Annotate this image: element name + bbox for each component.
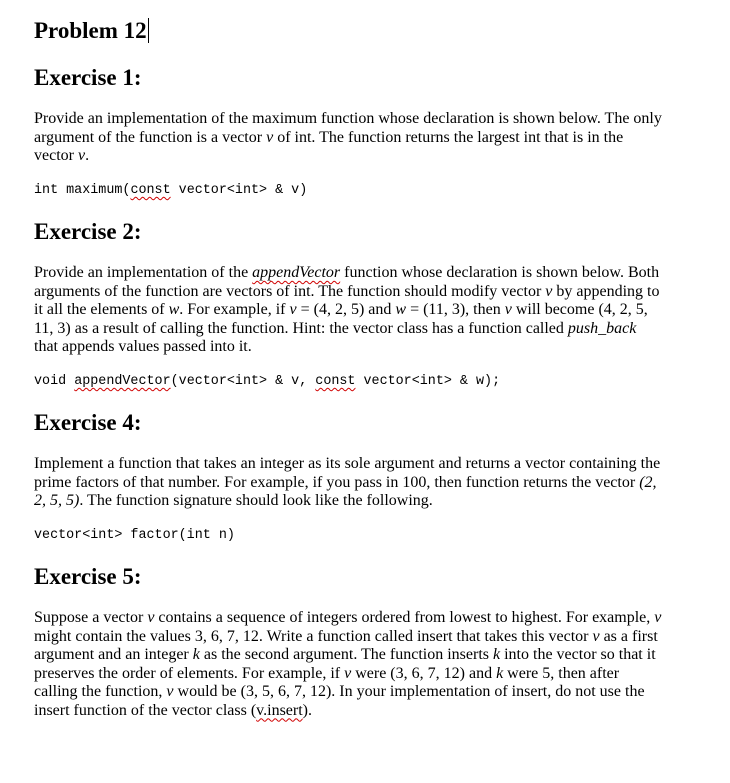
exercise-2-text: Provide an implementation of the appendVector function whose declaration is shown below. Both arguments of the function are vectors of int. The function should modify vector v by appending to it all the elements of w. For example, if v = (4, 2, 5) and w = (11, 3), then v will become (4, 2, 5, 11, 3) as a result of calling the function. Hint: the vector class has a function called push_back that appends values passed into it. [34, 264, 660, 355]
spellcheck-word[interactable]: const [130, 183, 171, 198]
exercise-1-heading: Exercise 1: [34, 65, 142, 90]
spellcheck-word[interactable]: const [315, 374, 356, 389]
exercise-2-code: void appendVector(vector<int> & v, const vector<int> & w); [34, 374, 501, 389]
page-title-text: Problem 12 [34, 18, 147, 43]
exercise-4-heading: Exercise 4: [34, 410, 142, 435]
spellcheck-word[interactable]: appendVector [252, 264, 341, 281]
exercise-4-text: Implement a function that takes an integer as its sole argument and returns a vector containing the prime factors of that number. For example, if you pass in 100, then function returns the vector (2, 2, 5, 5). The function signature should look like the following. [34, 455, 661, 509]
exercise-1-code: int maximum(const vector<int> & v) [34, 183, 308, 198]
exercise-5-text: Suppose a vector v contains a sequence of integers ordered from lowest to highest. For example, v might contain the values 3, 6, 7, 12. Write a function called insert that takes this vector v as a first argument and an integer k as the second argument. The function inserts k into the vector so that it preserves the order of elements. For example, if v were (3, 6, 7, 12) and k were 5, then after calling the function, v would be (3, 5, 6, 7, 12). In your implementation of insert, do not use the insert function of the vector class (v.insert). [34, 609, 662, 719]
spellcheck-word[interactable]: v.insert [256, 701, 303, 719]
exercise-5-heading: Exercise 5: [34, 564, 142, 589]
page-title [34, 16, 149, 46]
exercise-4-code: vector<int> factor(int n) [34, 528, 235, 543]
spellcheck-word[interactable]: appendVector [74, 374, 171, 389]
text-cursor [148, 18, 149, 43]
exercise-2-heading: Exercise 2: [34, 219, 142, 244]
exercise-1-text: Provide an implementation of the maximum function whose declaration is shown below. The only argument of the function is a vector v of int. The function returns the largest int that is in the vector v. [34, 110, 662, 164]
